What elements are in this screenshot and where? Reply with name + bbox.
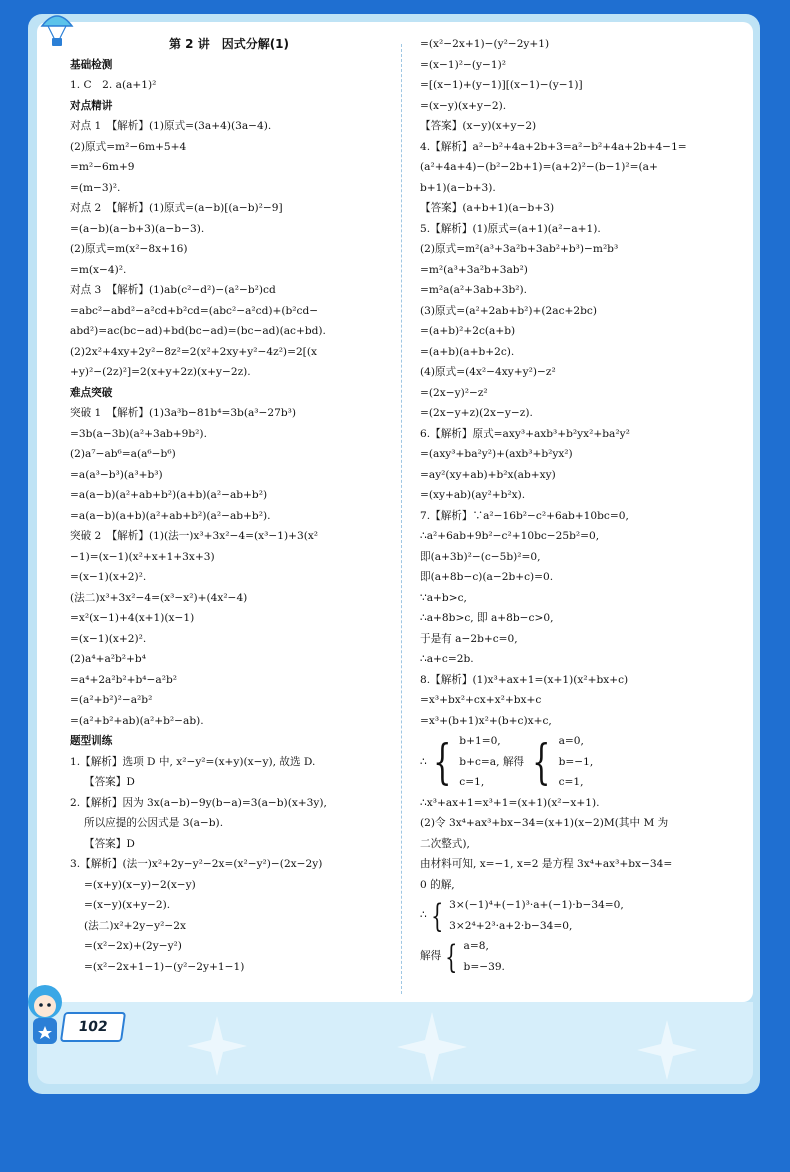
text-line: ∴a+c=2b.	[420, 653, 474, 665]
text-line: =(x²−2x)+(2y−y²)	[84, 940, 182, 952]
text-line: 【答案】(x−y)(x+y−2)	[420, 120, 537, 132]
text-line: 5.【解析】(1)原式=(a+1)(a²−a+1).	[420, 222, 601, 235]
system-block	[420, 731, 720, 793]
section-heading: 难点突破	[70, 386, 113, 399]
text-line: (2)原式=m²−6m+5+4	[70, 140, 187, 153]
text-line: (2)原式=m(x²−8x+16)	[70, 243, 188, 255]
text-line: =a⁴+2a²b²+b⁴−a²b²	[70, 673, 178, 686]
text-line: 即(a+3b)²−(c−5b)²=0,	[420, 550, 541, 563]
text-line: =m(x−4)².	[70, 263, 127, 276]
text-line: =m²a(a²+3ab+3b²).	[420, 284, 528, 296]
text-line: =x³+bx²+cx+x²+bx+c	[420, 694, 542, 706]
text-line: (法二)x³+3x²−4=(x³−x²)+(4x²−4)	[70, 591, 248, 604]
equation-system	[427, 731, 524, 793]
text-line: =(x−1)(x+2)².	[70, 632, 147, 645]
text-line: 0 的解,	[420, 878, 455, 891]
text-line: 【答案】(a+b+1)(a−b+3)	[420, 202, 555, 214]
column-divider	[401, 44, 402, 994]
text-line: 对点 3 【解析】(1)ab(c²−d²)−(a²−b²)cd	[70, 284, 276, 296]
text-line: =(axy³+ba²y²)+(axb³+b²yx²)	[420, 448, 573, 460]
text-line: =ay²(xy+ab)+b²x(ab+xy)	[420, 468, 556, 481]
equation-system	[441, 936, 505, 977]
text-line: =(a+b)(a+b+2c).	[420, 345, 515, 358]
text-line: 于是有 a−2b+c=0,	[420, 632, 518, 645]
text-line: =(x−y)(x+y−2).	[420, 99, 507, 112]
text-line: =m²(a³+3a²b+3ab²)	[420, 263, 528, 276]
sparkle-decoration	[397, 1012, 467, 1082]
brace-icon: {	[432, 733, 452, 790]
text-line: 对点 2 【解析】(1)原式=(a−b)[(a−b)²−9]	[70, 202, 283, 214]
text-line: (3)原式=(a²+2ab+b²)+(2ac+2bc)	[420, 304, 597, 317]
text-line: 突破 1 【解析】(1)3a³b−81b⁴=3b(a³−27b³)	[70, 407, 297, 419]
text-line: ∴a+8b>c, 即 a+8b−c>0,	[420, 612, 554, 624]
text-line: 对点 1 【解析】(1)原式=(3a+4)(3a−4).	[70, 120, 272, 132]
equation-row: c=1,	[558, 776, 584, 788]
therefore-symbol: ∴	[420, 909, 427, 922]
system-block	[420, 936, 720, 977]
text-line: 二次整式),	[420, 837, 470, 850]
page-title: 第 2 讲 因式分解(1)	[168, 37, 290, 51]
section-heading: 题型训练	[70, 735, 113, 747]
equation-rows	[464, 936, 505, 977]
brace-icon: {	[532, 733, 551, 790]
text-line: ∵a+b>c,	[420, 591, 467, 604]
text-line: 6.【解析】原式=axy³+axb³+b²yx²+ba²y²	[420, 427, 630, 440]
text-line: 【答案】D	[84, 776, 135, 788]
footer-band	[37, 1002, 753, 1084]
text-line: +y)²−(2z)²]=2(x+y+2z)(x+y−2z).	[70, 366, 251, 378]
text-line: =(2x−y)²−z²	[420, 386, 488, 399]
text-line: (2)2x²+4xy+2y²−8z²=2(x²+2xy+y²−4z²)=2[(x	[70, 345, 317, 358]
text-line: 8.【解析】(1)x³+ax+1=(x+1)(x²+bx+c)	[420, 673, 629, 686]
left-column	[70, 34, 388, 977]
text-line: =3b(a−3b)(a²+3ab+9b²).	[70, 427, 207, 440]
text-line: (a²+4a+4)−(b²−2b+1)=(a+2)²−(b−1)²=(a+	[420, 161, 658, 173]
text-line: 1. C 2. a(a+1)²	[70, 79, 157, 91]
text-line: =(a−b)(a−b+3)(a−b−3).	[70, 222, 205, 235]
text-line: =(a²+b²+ab)(a²+b²−ab).	[70, 714, 204, 727]
text-line: 所以应提的公因式是 3(a−b).	[84, 817, 224, 829]
sparkle-decoration	[187, 1016, 247, 1076]
equation-row: 3×(−1)⁴+(−1)³·a+(−1)·b−34=0,	[449, 899, 624, 911]
text-line: ∴x³+ax+1=x³+1=(x+1)(x²−x+1).	[420, 796, 600, 809]
text-line: =m²−6m+9	[70, 161, 135, 173]
text-line: (2)a⁴+a²b²+b⁴	[70, 653, 146, 665]
brace-icon: {	[430, 896, 444, 935]
text-line: =a(a−b)(a+b)(a²+ab+b²)(a²−ab+b²).	[70, 509, 271, 522]
text-line: 3.【解析】(法一)x²+2y−y²−2x=(x²−y²)−(2x−2y)	[70, 858, 323, 870]
equation-row: a=0,	[558, 735, 584, 747]
text-line: =(x−1)²−(y−1)²	[420, 58, 506, 71]
equation-row: b+1=0,	[459, 735, 501, 747]
text-line: (2)令 3x⁴+ax³+bx−34=(x+1)(x−2)M(其中 M 为	[420, 817, 669, 829]
equation-row: b+c=a, 解得	[459, 755, 525, 768]
text-line: =(x−y)(x+y−2).	[84, 899, 171, 911]
equation-row: 3×2⁴+2³·a+2·b−34=0,	[449, 919, 573, 932]
section-heading: 基础检测	[70, 58, 113, 71]
equation-row: a=8,	[463, 940, 489, 952]
text-line: =(x²−2x+1)−(y²−2y+1)	[420, 38, 550, 50]
equation-system	[526, 731, 593, 793]
text-line: 【答案】D	[84, 837, 135, 850]
text-line: −1)=(x−1)(x²+x+1+3x+3)	[70, 550, 215, 563]
equation-row: b=−1,	[558, 755, 594, 768]
equation-row: b=−39.	[463, 960, 505, 973]
text-line: =abc²−abd²−a²cd+b²cd=(abc²−a²cd)+(b²cd−	[70, 304, 319, 317]
equation-rows	[459, 731, 524, 793]
right-column	[420, 34, 720, 977]
text-line: =x³+(b+1)x²+(b+c)x+c,	[420, 714, 552, 727]
text-line: =[(x−1)+(y−1)][(x−1)−(y−1)]	[420, 79, 583, 91]
text-line: ∴a²+6ab+9b²−c²+10bc−25b²=0,	[420, 530, 600, 542]
text-line: =(m−3)².	[70, 181, 121, 194]
text-line: =a(a−b)(a²+ab+b²)(a+b)(a²−ab+b²)	[70, 489, 268, 501]
text-line: b+1)(a−b+3).	[420, 181, 496, 194]
text-line: =x²(x−1)+4(x+1)(x−1)	[70, 612, 195, 624]
text-line: =(2x−y+z)(2x−y−z).	[420, 407, 533, 419]
equation-rows	[449, 895, 624, 936]
text-line: =(x+y)(x−y)−2(x−y)	[84, 878, 196, 891]
equation-row: c=1,	[459, 776, 485, 788]
equation-system	[427, 895, 624, 936]
section-heading: 对点精讲	[70, 99, 113, 112]
solve-label: 解得	[420, 950, 442, 963]
balloon-icon	[40, 12, 74, 48]
text-line: abd²)=ac(bc−ad)+bd(bc−ad)=(bc−ad)(ac+bd).	[70, 325, 326, 337]
page-number: 102	[60, 1012, 126, 1042]
text-line: =(xy+ab)(ay²+b²x).	[420, 489, 526, 501]
text-line: =a(a³−b³)(a³+b³)	[70, 468, 163, 481]
therefore-symbol: ∴	[420, 755, 427, 768]
brace-icon: {	[445, 937, 458, 976]
system-block	[420, 895, 720, 936]
text-line: 4.【解析】a²−b²+4a+2b+3=a²−b²+4a+2b+4−1=	[420, 140, 687, 153]
text-line: (4)原式=(4x²−4xy+y²)−z²	[420, 366, 556, 378]
text-line: 由材料可知, x=−1, x=2 是方程 3x⁴+ax³+bx−34=	[420, 858, 673, 870]
text-line: 1.【解析】选项 D 中, x²−y²=(x+y)(x−y), 故选 D.	[70, 755, 316, 768]
text-line: =(x−1)(x+2)².	[70, 571, 147, 583]
text-line: (法二)x²+2y−y²−2x	[84, 919, 186, 932]
text-line: 2.【解析】因为 3x(a−b)−9y(b−a)=3(a−b)(x+3y),	[70, 796, 327, 809]
text-line: 即(a+8b−c)(a−2b+c)=0.	[420, 571, 554, 583]
sparkle-decoration	[637, 1020, 697, 1080]
text-line: =(a+b)²+2c(a+b)	[420, 325, 516, 337]
text-line: (2)a⁷−ab⁶=a(a⁶−b⁶)	[70, 448, 176, 460]
equation-rows	[559, 731, 594, 793]
text-line: 突破 2 【解析】(1)(法一)x³+3x²−4=(x³−1)+3(x²	[70, 530, 319, 542]
text-line: =(a²+b²)²−a²b²	[70, 694, 153, 706]
text-line: 7.【解析】∵a²−16b²−c²+6ab+10bc=0,	[420, 509, 629, 522]
text-line: =(x²−2x+1−1)−(y²−2y+1−1)	[84, 960, 245, 973]
text-line: (2)原式=m²(a³+3a²b+3ab²+b³)−m²b³	[420, 243, 619, 255]
